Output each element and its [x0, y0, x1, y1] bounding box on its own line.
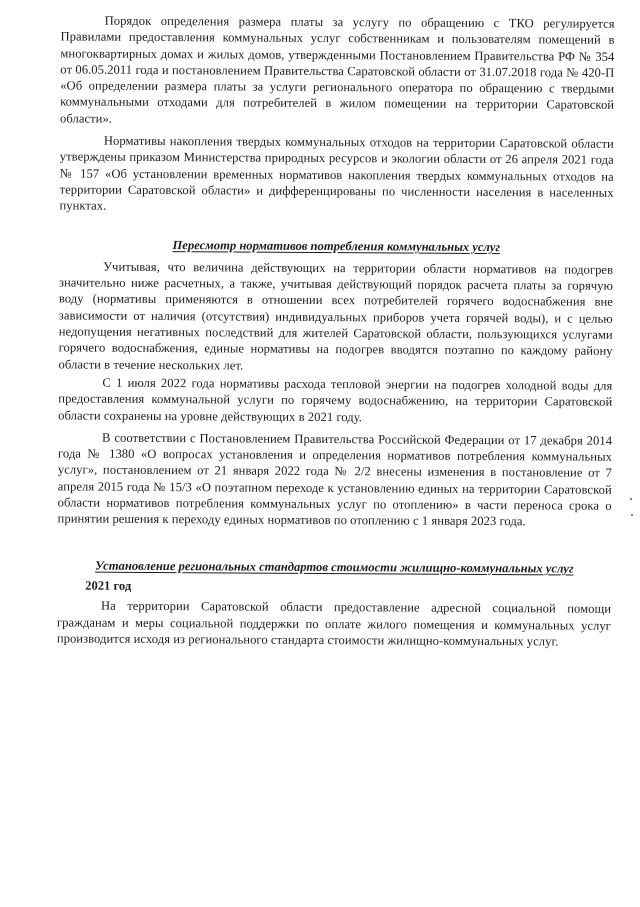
paragraph-hot-water-norms: Учитывая, что величина действующих на территории области нормативов на подогрев значительно ниже расчетных, а также, учитывая действующий порядок расчета платы за горячую воду (нормативы применяются в отношении всех потребителей горячего водоснабжения вне зависимости от наличия (отсутствия) индивидуальных приборов учета горячей воды), и с целью недопущения негативных последствий для жителей Саратовской области, пользующихся услугами горячего водоснабжения, единые нормативы на подогрев вводятся поэтапно по каждому району области в течение нескольких лет. — [58, 259, 614, 373]
section-heading-norms-revision: Пересмотр нормативов потребления коммунальных услуг — [172, 237, 501, 254]
section-year: 2021 год — [85, 578, 132, 593]
paragraph-july-2022-norms: С 1 июля 2022 года нормативы расхода тепловой энергии на подогрев холодной воды для предоставления коммунальной услуги по горячему водоснабжению, на территории Саратовской области сохранены на уровне действующих в 2021 году. — [58, 375, 613, 424]
paragraph-tko-payment-order: Порядок определения размера платы за услугу по обращению с ТКО регулируется Правилами предоставления коммунальных услуг собственникам и пользователям помещений в многоквартирных домах и жилых домов, утвержденными Постановлением Правительства РФ № 354 от 06.05.2011 года и постановлением Правительства Саратовской области от 31.07.2018 года № 420-П «Об определении размера платы за услуги регионального оператора по обращению с твердыми коммунальными отходами для потребителей в жилом помещении на территории Саратовской области». — [59, 13, 615, 126]
scan-speck — [630, 498, 632, 500]
scan-speck — [631, 514, 633, 516]
section-heading-regional-standards: Установление региональных стандартов стоимости жилищно-коммунальных услуг — [94, 558, 574, 576]
paragraph-government-decree: В соответствии с Постановлением Правительства Российской Федерации от 17 декабря 2014 года № 1380 «О вопросах установления и определения нормативов потребления коммунальных услуг», постановлением от 21 января 2022 года № 2/2 внесены изменения в постановление от 7 апреля 2015 года № 15/3 «О поэтапном переходе к установлению единых на территории Саратовской области нормативов потребления коммунальных услуг по отоплению» в части переноса срока о принятии решения к переходу единых нормативов по отоплению с 1 января 2023 года. — [57, 430, 613, 529]
paragraph-social-assistance: На территории Саратовской области предоставление адресной социальной помощи гражданам и меры социальной поддержки по оплате жилого помещения и коммунальных услуг производится исходя из регионального стандарта стоимости жилищно-коммунальных услуг. — [56, 598, 612, 649]
paragraph-tko-norms: Нормативы накопления твердых коммунальных отходов на территории Саратовской области утверждены приказом Министерства природных ресурсов и экологии области от 26 апреля 2021 года № 157 «Об установлении временных нормативов накопления твердых коммунальных отходов на территории Саратовской области» и дифференцированы по численности населения в населенных пунктах. — [59, 133, 614, 213]
